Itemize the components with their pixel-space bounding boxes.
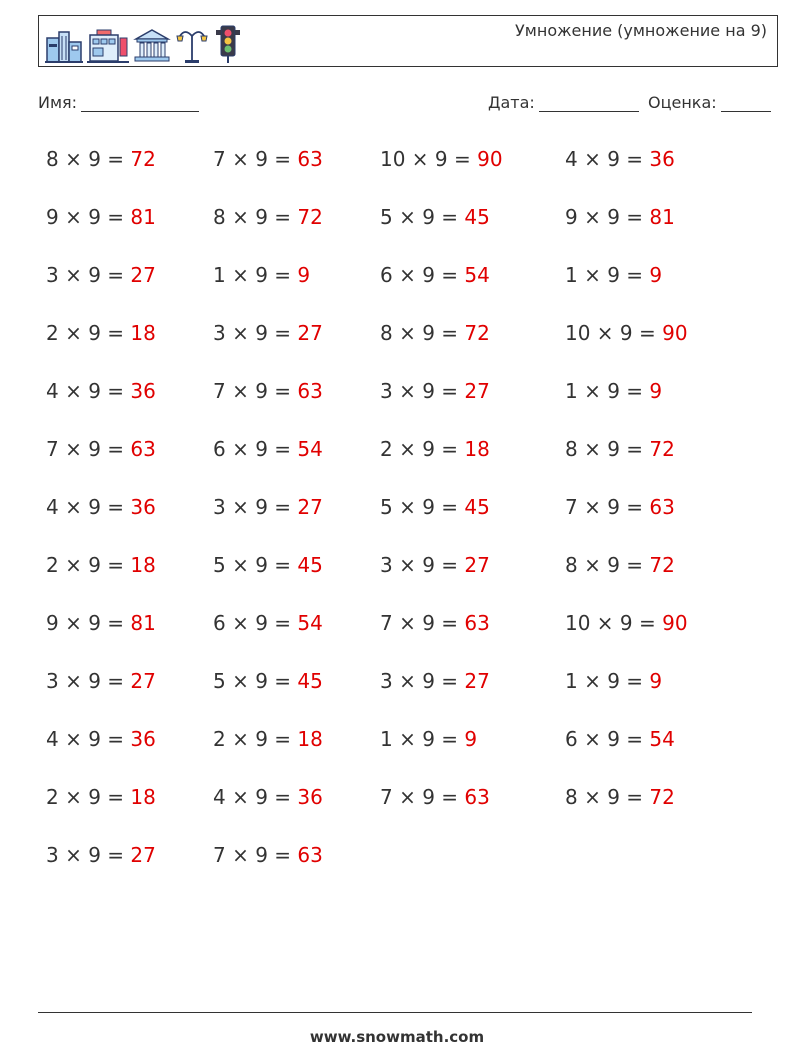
problem-item	[213, 843, 323, 867]
problem-item	[565, 611, 688, 635]
problem-item	[46, 321, 156, 345]
problem-item	[46, 379, 156, 403]
name-label: Имя:	[38, 93, 78, 112]
problem-answer: 27	[464, 553, 490, 577]
score-field	[648, 93, 771, 112]
problem-item	[46, 785, 156, 809]
problem-item	[213, 147, 323, 171]
problem-question: 10 × 9 =	[565, 321, 663, 345]
problem-item	[380, 611, 490, 635]
problem-item	[380, 205, 490, 229]
problem-answer: 54	[297, 611, 323, 635]
problem-answer: 9	[464, 727, 478, 751]
problem-item	[565, 495, 675, 519]
problem-question: 3 × 9 =	[213, 321, 298, 345]
problem-item	[46, 611, 156, 635]
problem-item	[565, 437, 675, 461]
problem-item	[565, 669, 662, 693]
buildings-icon	[45, 30, 83, 64]
problem-question: 3 × 9 =	[380, 669, 465, 693]
problem-question: 8 × 9 =	[565, 785, 650, 809]
problem-item	[213, 553, 323, 577]
problem-answer: 18	[130, 785, 156, 809]
problem-answer: 27	[464, 379, 490, 403]
problem-item	[213, 379, 323, 403]
date-field	[488, 93, 639, 112]
problem-question: 6 × 9 =	[213, 611, 298, 635]
problem-question: 5 × 9 =	[380, 495, 465, 519]
problem-answer: 18	[297, 727, 323, 751]
problem-item	[213, 205, 323, 229]
problem-item	[213, 727, 323, 751]
problem-item	[380, 379, 490, 403]
problem-question: 6 × 9 =	[380, 263, 465, 287]
problem-question: 3 × 9 =	[46, 263, 131, 287]
problem-question: 2 × 9 =	[213, 727, 298, 751]
problem-item	[380, 147, 503, 171]
problem-item	[565, 205, 675, 229]
problem-answer: 63	[297, 843, 323, 867]
problem-answer: 27	[297, 495, 323, 519]
name-field	[38, 93, 199, 112]
problem-answer: 72	[649, 437, 675, 461]
problem-question: 2 × 9 =	[46, 785, 131, 809]
problem-question: 7 × 9 =	[46, 437, 131, 461]
problem-answer: 9	[649, 379, 663, 403]
problem-question: 4 × 9 =	[565, 147, 650, 171]
score-label: Оценка:	[648, 93, 717, 112]
problem-question: 3 × 9 =	[380, 379, 465, 403]
problem-answer: 54	[464, 263, 490, 287]
problem-item	[380, 669, 490, 693]
problem-question: 7 × 9 =	[213, 843, 298, 867]
problem-answer: 72	[130, 147, 156, 171]
street-lamp-icon	[175, 26, 209, 64]
date-blank	[539, 97, 639, 112]
problem-item	[213, 785, 323, 809]
problem-item	[46, 437, 156, 461]
problem-answer: 54	[649, 727, 675, 751]
problem-answer: 63	[649, 495, 675, 519]
problem-question: 4 × 9 =	[213, 785, 298, 809]
problem-question: 7 × 9 =	[380, 785, 465, 809]
problem-answer: 9	[297, 263, 311, 287]
problem-answer: 18	[130, 321, 156, 345]
problem-question: 7 × 9 =	[565, 495, 650, 519]
problem-question: 1 × 9 =	[565, 669, 650, 693]
problem-answer: 36	[130, 727, 156, 751]
problem-answer: 27	[130, 669, 156, 693]
problem-answer: 27	[130, 263, 156, 287]
problem-item	[565, 785, 675, 809]
footer-url: www.snowmath.com	[309, 1028, 485, 1046]
problem-question: 3 × 9 =	[46, 669, 131, 693]
problem-answer: 90	[477, 147, 503, 171]
problem-item	[46, 727, 156, 751]
worksheet-title: Умножение (умножение на 9)	[515, 21, 767, 40]
problem-answer: 90	[662, 611, 688, 635]
problem-item	[380, 437, 490, 461]
problem-answer: 18	[130, 553, 156, 577]
problem-answer: 27	[297, 321, 323, 345]
problem-question: 4 × 9 =	[46, 727, 131, 751]
problem-question: 1 × 9 =	[565, 379, 650, 403]
problem-item	[565, 727, 675, 751]
problem-item	[565, 321, 688, 345]
problem-answer: 72	[464, 321, 490, 345]
problem-question: 2 × 9 =	[380, 437, 465, 461]
problem-answer: 63	[297, 147, 323, 171]
score-blank	[721, 97, 771, 112]
problem-answer: 45	[297, 553, 323, 577]
problem-answer: 81	[130, 611, 156, 635]
problem-item	[213, 437, 323, 461]
problem-answer: 81	[130, 205, 156, 229]
problem-item	[380, 495, 490, 519]
problem-answer: 63	[464, 785, 490, 809]
problem-item	[46, 843, 156, 867]
problem-answer: 9	[649, 669, 663, 693]
problem-item	[46, 495, 156, 519]
problem-question: 8 × 9 =	[213, 205, 298, 229]
problem-item	[380, 553, 490, 577]
problem-item	[213, 321, 323, 345]
problem-question: 2 × 9 =	[46, 321, 131, 345]
problem-item	[213, 495, 323, 519]
problem-answer: 54	[297, 437, 323, 461]
problem-question: 4 × 9 =	[46, 495, 131, 519]
problem-question: 8 × 9 =	[46, 147, 131, 171]
problem-question: 1 × 9 =	[213, 263, 298, 287]
problem-question: 7 × 9 =	[213, 379, 298, 403]
problem-question: 6 × 9 =	[565, 727, 650, 751]
problem-answer: 63	[464, 611, 490, 635]
problem-answer: 36	[130, 379, 156, 403]
problem-question: 2 × 9 =	[46, 553, 131, 577]
problem-answer: 45	[297, 669, 323, 693]
problem-question: 1 × 9 =	[565, 263, 650, 287]
problem-question: 6 × 9 =	[213, 437, 298, 461]
problem-question: 10 × 9 =	[565, 611, 663, 635]
problem-answer: 63	[297, 379, 323, 403]
problem-item	[565, 147, 675, 171]
problem-question: 9 × 9 =	[46, 205, 131, 229]
problem-question: 3 × 9 =	[213, 495, 298, 519]
problem-question: 4 × 9 =	[46, 379, 131, 403]
problem-question: 9 × 9 =	[46, 611, 131, 635]
problem-answer: 45	[464, 205, 490, 229]
problem-item	[565, 263, 662, 287]
problem-item	[46, 553, 156, 577]
problem-question: 1 × 9 =	[380, 727, 465, 751]
problem-item	[380, 785, 490, 809]
problem-question: 5 × 9 =	[213, 553, 298, 577]
problem-item	[380, 321, 490, 345]
problem-item	[46, 205, 156, 229]
problem-answer: 9	[649, 263, 663, 287]
footer-divider	[38, 1012, 752, 1013]
worksheet-header	[38, 15, 778, 67]
problem-answer: 36	[297, 785, 323, 809]
problem-question: 8 × 9 =	[565, 437, 650, 461]
problem-answer: 81	[649, 205, 675, 229]
problem-answer: 72	[297, 205, 323, 229]
problem-answer: 27	[464, 669, 490, 693]
museum-icon	[133, 28, 171, 64]
problem-answer: 45	[464, 495, 490, 519]
date-label: Дата:	[488, 93, 535, 112]
problem-answer: 36	[649, 147, 675, 171]
problem-item	[213, 611, 323, 635]
problem-question: 7 × 9 =	[213, 147, 298, 171]
problem-question: 5 × 9 =	[380, 205, 465, 229]
problem-item	[46, 669, 156, 693]
problem-item	[213, 669, 323, 693]
problem-answer: 72	[649, 553, 675, 577]
problem-item	[213, 263, 310, 287]
problem-item	[380, 727, 477, 751]
problem-question: 3 × 9 =	[380, 553, 465, 577]
problem-answer: 90	[662, 321, 688, 345]
problem-question: 8 × 9 =	[565, 553, 650, 577]
header-icons	[45, 20, 243, 64]
problem-question: 7 × 9 =	[380, 611, 465, 635]
problem-item	[565, 379, 662, 403]
traffic-light-icon	[213, 24, 243, 64]
problem-answer: 18	[464, 437, 490, 461]
problem-item	[380, 263, 490, 287]
shop-icon	[87, 28, 129, 64]
problem-question: 10 × 9 =	[380, 147, 478, 171]
problem-question: 5 × 9 =	[213, 669, 298, 693]
problem-answer: 63	[130, 437, 156, 461]
problem-item	[46, 147, 156, 171]
problem-question: 9 × 9 =	[565, 205, 650, 229]
problem-item	[46, 263, 156, 287]
problem-answer: 27	[130, 843, 156, 867]
problem-question: 8 × 9 =	[380, 321, 465, 345]
problem-question: 3 × 9 =	[46, 843, 131, 867]
name-blank	[81, 97, 199, 112]
problem-item	[565, 553, 675, 577]
problem-answer: 72	[649, 785, 675, 809]
problem-answer: 36	[130, 495, 156, 519]
